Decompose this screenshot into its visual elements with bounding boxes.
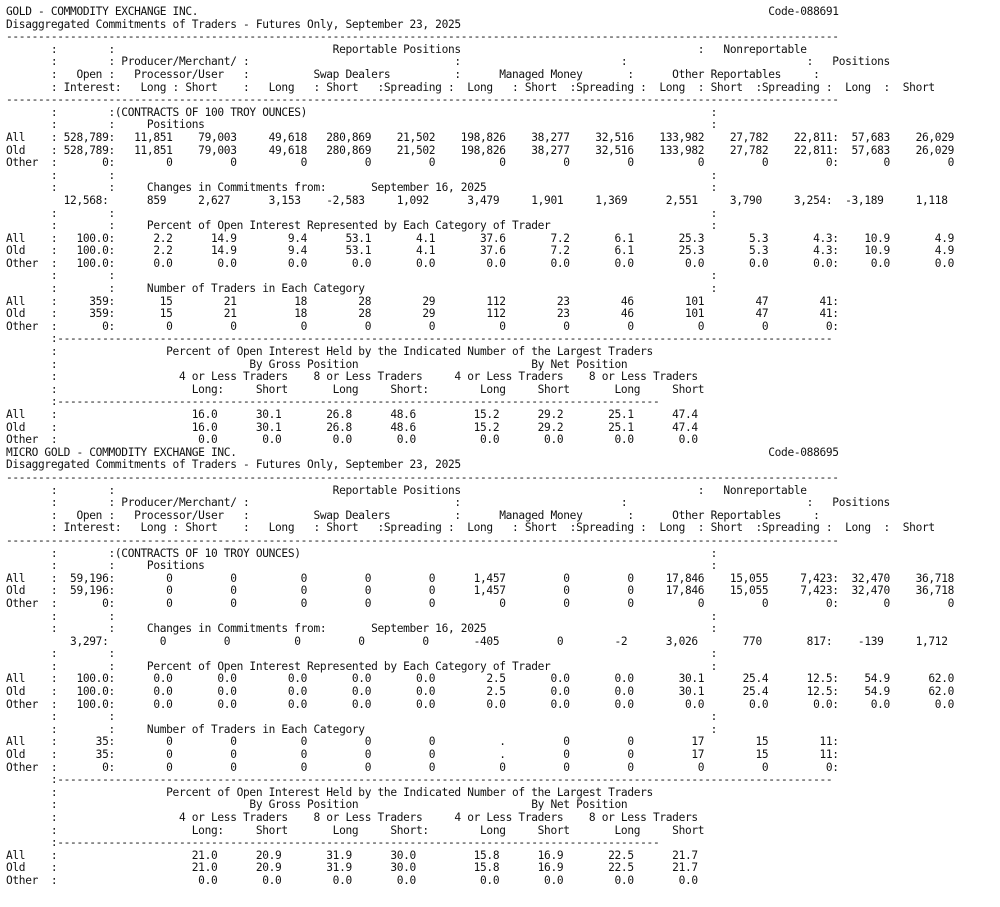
report-2-line: Other : 100.0: 0.0 0.0 0.0 0.0 0.0 0.0 0.0 0.0 0.0 0.0 0.0: 0.0 0.0 bbox=[6, 697, 955, 711]
report-1-line: : : Reportable Positions : Nonreportable bbox=[6, 42, 807, 56]
report-2-line: : : Producer/Merchant/ : : : : Positions bbox=[6, 496, 890, 510]
report-1-line: ---------------------------------------------------------------------------------------------------------------------------------- bbox=[6, 93, 839, 107]
report-2-line: Old : 35: 0 0 0 0 0 . 0 0 17 15 11: bbox=[6, 748, 839, 762]
report-1-line: All : 528,789: 11,851 79,003 49,618 280,869 21,502 198,826 38,277 32,516 133,982 27,782 22,811: 57,683 26,029 bbox=[6, 130, 955, 144]
report-1-line: : : Changes in Commitments from: September 16, 2025 : bbox=[6, 181, 718, 195]
report-1-line: Old : 359: 15 21 18 28 29 112 23 46 101 47 41: bbox=[6, 307, 839, 321]
cot-report-text bbox=[6, 6, 954, 888]
report-1-line: : :(CONTRACTS OF 100 TROY OUNCES) : bbox=[6, 105, 718, 119]
report-1-line: All : 16.0 30.1 26.8 48.6 15.2 29.2 25.1 47.4 bbox=[6, 408, 698, 421]
report-1-line: : : Positions : bbox=[6, 118, 718, 132]
report-2-line: Disaggregated Commitments of Traders - Futures Only, September 23, 2025 bbox=[6, 458, 461, 472]
report-2-line: : :(CONTRACTS OF 10 TROY OUNCES) : bbox=[6, 546, 718, 560]
report-1-line: : : : bbox=[6, 168, 718, 182]
report-2-line: 3,297: 0 0 0 0 0 -405 0 -2 3,026 770 817: -139 1,712 bbox=[6, 634, 948, 648]
report-2-line: ---------------------------------------------------------------------------------------------------------------------------------- bbox=[6, 470, 839, 484]
report-1-line: Old : 528,789: 11,851 79,003 49,618 280,869 21,502 198,826 38,277 32,516 133,982 27,782 22,811: 57,683 26,029 bbox=[6, 143, 955, 157]
report-2-line: Other : 0.0 0.0 0.0 0.0 0.0 0.0 0.0 0.0 bbox=[6, 873, 698, 887]
report-1-line: : Interest: Long : Short : Long : Short :Spreading : Long : Short :Spreading : Long : Short :Spreading : Long : Short bbox=[6, 80, 935, 94]
report-2-line: Old : 59,196: 0 0 0 0 0 1,457 0 0 17,846 15,055 7,423: 32,470 36,718 bbox=[6, 584, 955, 598]
report-2-line: MICRO GOLD - COMMODITY EXCHANGE INC. Code-088695 bbox=[6, 445, 839, 459]
report-2-line: : : Reportable Positions : Nonreportable bbox=[6, 483, 807, 497]
report-2-line: : : Percent of Open Interest Represented by Each Category of Trader : bbox=[6, 659, 718, 673]
report-1-line: : Long: Short Long Short: Long Short Long Short bbox=[6, 382, 705, 396]
report-2-line: Other : 0: 0 0 0 0 0 0 0 0 0 0 0: 0 0 bbox=[6, 596, 955, 610]
report-1-line: :------------------------------------------------------------------------------------------------------------------------- bbox=[6, 332, 833, 346]
report-1-line: All : 100.0: 2.2 14.9 9.4 53.1 4.1 37.6 7.2 6.1 25.3 5.3 4.3: 10.9 4.9 bbox=[6, 231, 955, 245]
report-1-line: Other : 0: 0 0 0 0 0 0 0 0 0 0 0: 0 0 bbox=[6, 156, 955, 170]
report-1-line: :---------------------------------------------------------------------------------------------- bbox=[6, 395, 660, 409]
report-1-line: : Open : Processor/User : Swap Dealers : Managed Money : Other Reportables : bbox=[6, 67, 820, 81]
report-2-line: : : Number of Traders in Each Category : bbox=[6, 722, 718, 736]
report-1-line: : : : bbox=[6, 269, 718, 283]
report-2-line: :------------------------------------------------------------------------------------------------------------------------- bbox=[6, 773, 833, 787]
report-1-line: : : Number of Traders in Each Category : bbox=[6, 282, 718, 296]
report-1-line: Other : 0.0 0.0 0.0 0.0 0.0 0.0 0.0 0.0 bbox=[6, 433, 698, 447]
report-2-line: Old : 21.0 20.9 31.9 30.0 15.8 16.9 22.5 21.7 bbox=[6, 861, 698, 875]
report-1-line: : : Percent of Open Interest Represented by Each Category of Trader : bbox=[6, 219, 718, 233]
report-2-line: : Interest: Long : Short : Long : Short :Spreading : Long : Short :Spreading : Long : Short :Spreading : Long : Short bbox=[6, 521, 935, 535]
report-2-line: All : 21.0 20.9 31.9 30.0 15.8 16.9 22.5 21.7 bbox=[6, 848, 698, 862]
report-2-line: All : 100.0: 0.0 0.0 0.0 0.0 0.0 2.5 0.0 0.0 30.1 25.4 12.5: 54.9 62.0 bbox=[6, 672, 955, 686]
report-1-line: Old : 100.0: 2.2 14.9 9.4 53.1 4.1 37.6 7.2 6.1 25.3 5.3 4.3: 10.9 4.9 bbox=[6, 244, 955, 258]
report-1-line: : By Gross Position By Net Position bbox=[6, 357, 628, 371]
report-2-line: : 4 or Less Traders 8 or Less Traders 4 or Less Traders 8 or Less Traders bbox=[6, 811, 698, 824]
report-2-line: : : : bbox=[6, 609, 718, 623]
report-2-line: All : 35: 0 0 0 0 0 . 0 0 17 15 11: bbox=[6, 735, 839, 749]
report-2-line: : Open : Processor/User : Swap Dealers : Managed Money : Other Reportables : bbox=[6, 508, 820, 522]
report-1-line: Other : 0: 0 0 0 0 0 0 0 0 0 0 0: bbox=[6, 319, 839, 333]
report-2-line: All : 59,196: 0 0 0 0 0 1,457 0 0 17,846 15,055 7,423: 32,470 36,718 bbox=[6, 571, 955, 585]
report-1-line: : 4 or Less Traders 8 or Less Traders 4 or Less Traders 8 or Less Traders bbox=[6, 370, 698, 384]
report-2-line: : By Gross Position By Net Position bbox=[6, 798, 628, 812]
report-2-line: : : : bbox=[6, 647, 718, 661]
report-2-line: : : : bbox=[6, 710, 718, 724]
report-1-line: Other : 100.0: 0.0 0.0 0.0 0.0 0.0 0.0 0.0 0.0 0.0 0.0 0.0: 0.0 0.0 bbox=[6, 256, 955, 270]
report-1-line: : : Producer/Merchant/ : : : : Positions bbox=[6, 55, 890, 69]
report-2-line: : : Positions : bbox=[6, 559, 718, 573]
report-2-line: :---------------------------------------------------------------------------------------------- bbox=[6, 836, 660, 850]
report-2-line: Other : 0: 0 0 0 0 0 0 0 0 0 0 0: bbox=[6, 760, 839, 774]
report-1-line: 12,568: 859 2,627 3,153 -2,583 1,092 3,479 1,901 1,369 2,551 3,790 3,254: -3,189 1,118 bbox=[6, 193, 948, 207]
report-2-line: Old : 100.0: 0.0 0.0 0.0 0.0 0.0 2.5 0.0 0.0 30.1 25.4 12.5: 54.9 62.0 bbox=[6, 685, 955, 699]
report-1-line: : Percent of Open Interest Held by the Indicated Number of the Largest Traders bbox=[6, 345, 653, 359]
report-1-line: ---------------------------------------------------------------------------------------------------------------------------------- bbox=[6, 30, 839, 44]
report-1-line: Disaggregated Commitments of Traders - Futures Only, September 23, 2025 bbox=[6, 17, 461, 31]
report-2-line: : : Changes in Commitments from: September 16, 2025 : bbox=[6, 622, 718, 636]
report-2-line: : Percent of Open Interest Held by the Indicated Number of the Largest Traders bbox=[6, 785, 653, 799]
report-1-line: : : : bbox=[6, 206, 718, 220]
report-1-line: GOLD - COMMODITY EXCHANGE INC. Code-088691 bbox=[6, 5, 839, 18]
report-2-line: ---------------------------------------------------------------------------------------------------------------------------------- bbox=[6, 533, 839, 547]
report-1-line: All : 359: 15 21 18 28 29 112 23 46 101 47 41: bbox=[6, 294, 839, 308]
report-2-line: : Long: Short Long Short: Long Short Long Short bbox=[6, 823, 705, 837]
report-1-line: Old : 16.0 30.1 26.8 48.6 15.2 29.2 25.1 47.4 bbox=[6, 420, 698, 434]
